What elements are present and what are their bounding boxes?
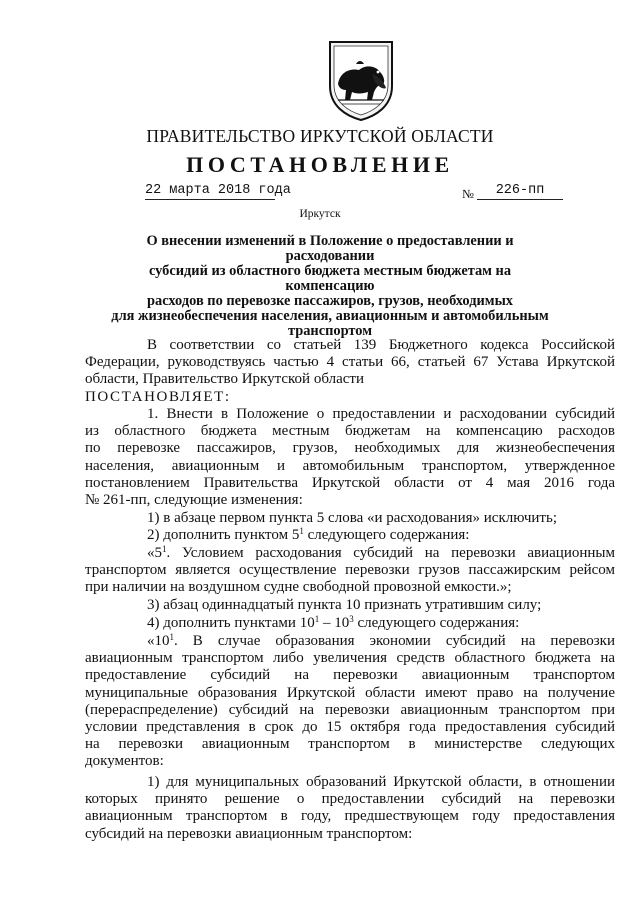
text-line: субсидий на перевозки авиационным транспортом: [85,825,413,842]
document-type-heading: ПОСТАНОВЛЕНИЕ [186,152,454,177]
document-number: 226-пп [477,183,563,200]
text-line: условии представления в срок до 15 октября года предоставления субсидий [85,719,615,736]
text-line: (перераспределение) субсидий на перевозки авиационным транспортом при [85,701,615,718]
quote-text: . В случае образования экономии субсидий на перевозки [174,633,615,649]
quote-10-1 [85,633,615,771]
text-line: № 261-пп, следующие изменения: [85,492,303,509]
title-line: субсидий из областного бюджета местным бюджетам на компенсацию [148,263,512,294]
text-line: авиационным транспортом в году, предшествующем году предоставления [85,808,615,825]
text-line: предоставление субсидий на перевозки авиационным транспортом [85,667,615,684]
subitem-3: 3) абзац одиннадцатый пункта 10 признать утратившим силу; [147,597,542,613]
superscript: 1 [169,632,174,642]
text-line: постановлением Правительства Иркутской области от 4 мая 2016 года [85,474,615,491]
quote-text: «5 [147,545,162,561]
text-line: по перевозке пассажиров, грузов, необходимых для жизнеобеспечения [85,440,615,457]
subitem-2-text: 2) дополнить пунктом 5 [147,527,300,543]
title-line: транспортом [287,323,373,339]
superscript: 3 [349,614,354,624]
city-name: Иркутск [299,208,341,220]
subitem-4 [85,615,615,632]
text-line: Федерации, руководствуясь частью 4 статьи 66, статьей 67 Устава Иркутской [85,354,615,371]
coat-of-arms-emblem [326,38,396,122]
superscript: 1 [299,526,304,536]
title-line: для жизнеобеспечения населения, авиационным и автомобильным [111,308,549,324]
text-line: В соответствии со статьей 139 Бюджетного кодекса Российской [147,337,615,353]
text-line: на перевозки авиационным транспортом в министерстве следующих [85,736,615,753]
subitem-2-text: следующего содержания: [303,527,470,543]
subitem-4-text: следующего содержания: [353,615,520,631]
quote-5-1 [85,545,615,597]
text-line: транспортом является осуществление перевозки грузов пассажирским рейсом [85,562,615,579]
subitem-4-text: – 10 [319,615,350,631]
text-line: 1) для муниципальных образований Иркутской области, в отношении [147,774,615,790]
superscript: 1 [162,544,167,554]
subitem-2 [85,527,615,544]
quote-text: . Условием расходования субсидий на перевозки авиационным [166,545,615,561]
quote-text: «10 [147,633,170,649]
document-date: 22 марта 2018 года [145,183,291,198]
number-label: № [462,187,474,201]
title-line: расходов по перевозке пассажиров, грузов, необходимых [147,293,513,309]
text-line: из областного бюджета местным бюджетам на компенсацию расходов [85,423,615,440]
text-line: которых принято решение о предоставлении субсидий на перевозки [85,791,615,808]
title-line: О внесении изменений в Положение о предоставлении и расходовании [146,233,514,264]
text-line: документов: [85,753,164,770]
text-line: населения, авиационным и автомобильным транспортом, утвержденное [85,457,615,474]
resolves-heading: ПОСТАНОВЛЯЕТ: [85,389,231,405]
text-line: муниципальные образования Иркутской области имеют право на получение [85,684,615,701]
documents-item-1 [85,774,615,843]
subitem-4-text: 4) дополнить пунктами 10 [147,615,315,631]
document-title [108,234,552,339]
item-1-paragraph [85,406,615,509]
government-name: ПРАВИТЕЛЬСТВО ИРКУТСКОЙ ОБЛАСТИ [146,126,494,146]
text-line: области, Правительство Иркутской области [85,371,364,388]
intro-paragraph [85,337,615,389]
text-line: 1. Внести в Положение о предоставлении и расходовании субсидий [147,406,615,422]
superscript: 1 [314,614,320,624]
text-line [85,633,615,650]
text-line [85,545,615,562]
subitem-1: 1) в абзаце первом пункта 5 слова «и расходования» исключить; [147,510,557,526]
text-line: авиационным транспортом либо увеличения средств областного бюджета на [85,650,615,667]
text-line: при наличии на воздушном судне свободной провозной емкости.»; [85,579,512,596]
